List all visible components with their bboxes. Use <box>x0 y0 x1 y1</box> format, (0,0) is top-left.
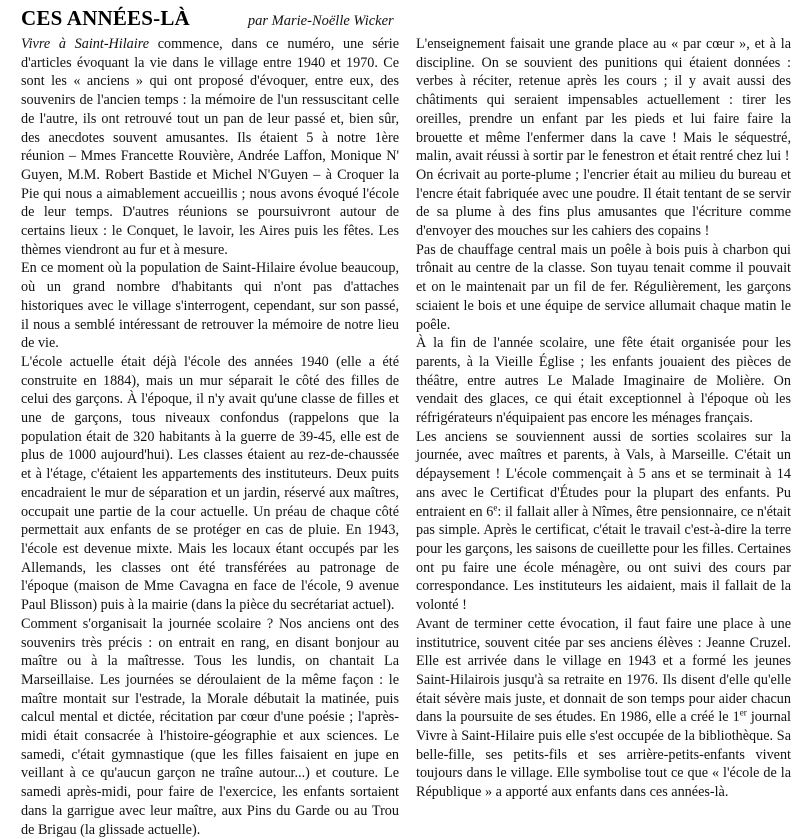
paragraph: En ce moment où la population de Saint-Hilaire évolue beaucoup, où un grand nombre d'habitants qui n'ont pas d'attaches historiques avec le village s'interrogent, cependant, sur son passé, il nous a semblé intéressant de retrouver la mémoire de notre lieu de vie. <box>21 260 399 352</box>
superscript: er <box>739 707 747 718</box>
paragraph: Comment s'organisait la journée scolaire ? Nos anciens ont des souvenirs très précis : on entrait en rang, en disant bonjour au maître ou à la maîtresse. Tous les lundis, on chantait La Marseillaise. Les journées se déroulaient de la même façon : le maître montait sur l'estrade, la Morale débutait la matinée, puis calcul mental et dictée, récitation par cœur d'une poésie ; l'après-midi était consacrée à l'histoire-géographie et aux sciences. Le samedi, c'était gymnastique (que les filles faisaient en jupe en veillant à ce qu'aucun garçon ne traîne autour...) et couture. Le samedi après-midi, pour faire de l'exercice, les enfants sortaient dans la garrigue avec leur maître, aux Pins du Garde ou au Trou de Brigau (la glissade actuelle). <box>21 615 399 838</box>
article-author: par Marie-Noëlle Wicker <box>247 13 394 29</box>
article-header <box>21 6 781 36</box>
journal-name: Vivre à Saint-Hilaire <box>21 36 149 52</box>
paragraph: À la fin de l'année scolaire, une fête était organisée pour les parents, à la Vieille Église ; les enfants jouaient des pièces de théâtre, entre autres Le Malade Imaginaire de Molière. On vendait des glaces, ce qui était exceptionnel à l'époque où les réfrigérateurs n'équipaient pas encore les ménages français. <box>416 335 791 427</box>
paragraph: On écrivait au porte-plume ; l'encrier était au milieu du bureau et l'encre était fabriquée avec une poudre. Il était tentant de se servir de sa plume à des fins plus amusantes que l'écriture comme d'envoyer des mouches sur les cahiers des copains ! <box>416 166 791 240</box>
paragraph: Pas de chauffage central mais un poêle à bois puis à charbon qui trônait au centre de la classe. Son tuyau tenait comme il pouvait et on le maintenait par un fil de fer. Régulièrement, les garçons sciaient le bois et une équipe de service allumait chaque matin le poêle. <box>416 241 791 333</box>
paragraph: Vivre à Saint-Hilaire commence, dans ce numéro, une série d'articles évoquant la vie dans le village entre 1940 et 1970. Ce sont les « anciens » qui ont proposé d'évoquer, entre eux, des souvenirs de l'ancien temps : la mémoire de l'un ressuscitant celle de l'autre, ils ont retrouvé tout un pan de leur passé et, bien sûr, des anecdotes souvent amusantes. Ils étaient 5 à notre 1ère réunion – Mmes Francette Rouvière, Andrée Laffon, Monique N' Guyen, M.M. Robert Bastide et Michel N'Guyen – à Croquer la Pie qui nous a aimablement accueillis ; nous avons évoqué l'école de leur temps. D'autres réunions se poursuivront autour de certains lieux : le Conquet, le lavoir, les Aires puis les fêtes. Les thèmes viendront au fur et à mesure. <box>21 36 399 258</box>
paragraph: Avant de terminer cette évocation, il faut faire une place à une institutrice, souvent citée par ses anciens élèves : Jeanne Cruzel. Elle est arrivée dans le village en 1943 et a formé les jeunes Saint-Hilairois jusqu'à sa retraite en 1976. Ils disent d'elle qu'elle était sévère mais juste, et donnait de son temps pour aider chacun dans la poursuite de ses études. En 1986, elle a créé le 1er journal Vivre à Saint-Hilaire puis elle s'est occupée de la bibliothèque. Sa belle-fille, ses petits-fils et ses arrière-petits-enfants vivent toujours dans le village. Elle symbolise tout ce que « l'école de la République » a apporté aux enfants dans ces années-là. <box>416 615 792 801</box>
paragraph: Les anciens se souviennent aussi de sorties scolaires sur la journée, avec maîtres et parents, à Vals, à Marseille. C'était un dépaysement ! L'école commençait à 5 ans et se terminait à 14 ans avec le Certificat d'Études pour la plupart des enfants. Pu entraient en 6e: il fallait aller à Nîmes, être pensionnaire, ce n'était pas simple. Après le certificat, c'était le travail c'est-à-dire la terre pour les garçons, les saisons de cueillette pour les filles. Certaines ont pu faire une école ménagère, ou ont suivi des cours par correspondance. Les instituteurs les aidaient, mais il fallait de la volonté ! <box>416 428 791 614</box>
paragraph: L'enseignement faisait une grande place au « par cœur », et à la discipline. On se souvient des punitions qui étaient données : verbes à réciter, retenue après les cours ; il y avait aussi des châtiments qui seraient impensables actuellement : tirer les oreilles, prendre un enfant par les pieds et lui faire faire la brouette et même l'enfermer dans la cave ! Mais le séquestré, malin, avait réussi à sortir par le fenestron et était rentré chez lui ! <box>416 36 791 165</box>
superscript: e <box>493 501 498 512</box>
paragraph: L'école actuelle était déjà l'école des années 1940 (elle a été construite en 1884), mais un mur séparait le côté des filles de celui des garçons. À l'époque, il n'y avait qu'une classe de filles et une de garçons, tous niveaux confondus (rappelons que la population était de 320 habitants à la guerre de 39-45, elle est de plus de 1000 aujourd'hui). Les classes étaient au rez-de-chaussée et à l'étage, c'étaient les appartements des instituteurs. Deux puits encadraient le mur de séparation et un jardin, réservé aux maîtres, occupait une partie de la cour actuelle. Un préau de chaque côté permettait aux enfants de se protéger en cas de pluie. En 1943, l'école est devenue mixte. Mais les locaux étant occupés par les Allemands, les classes ont été transférées au patronage de l'époque (maison de Mme Cavagna en face de l'école, 9 avenue Paul Blisson) puis à la mairie (dans la pièce du secrétariat actuel). <box>21 353 399 614</box>
article-title: CES ANNÉES-LÀ <box>21 6 190 30</box>
left-column <box>21 35 399 839</box>
right-column <box>416 35 791 802</box>
